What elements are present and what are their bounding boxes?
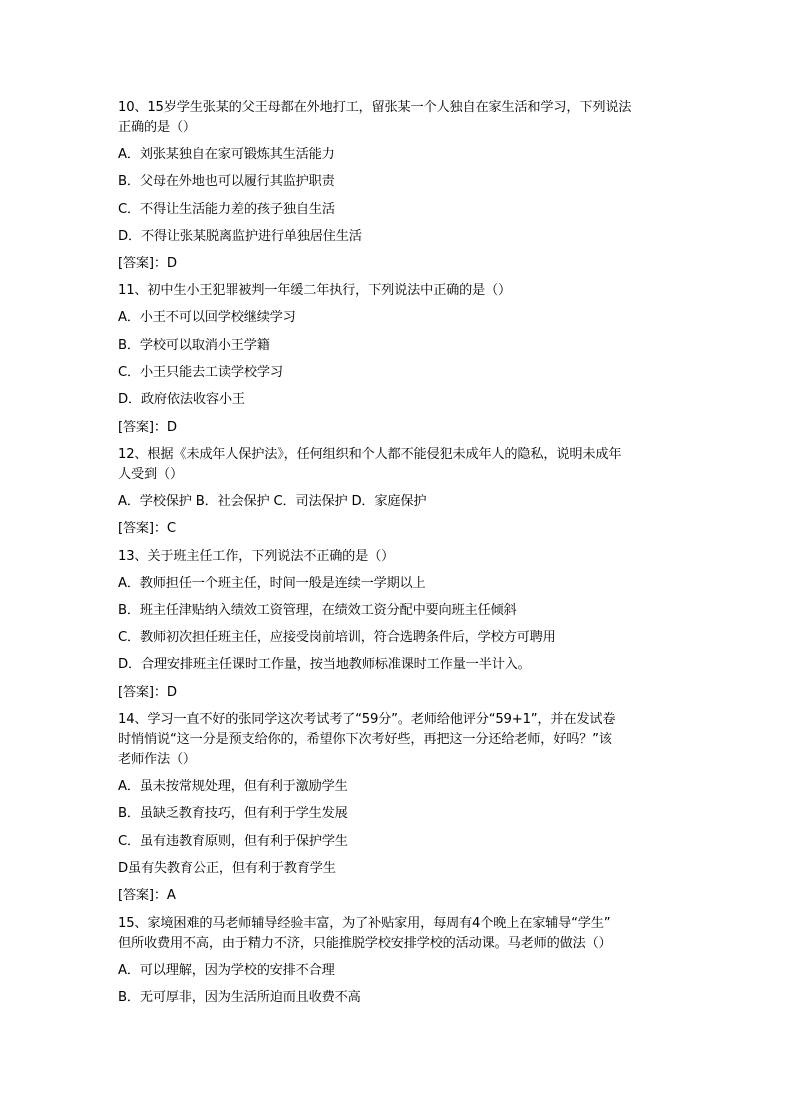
question-14 xyxy=(118,710,674,906)
question-stem-line: 人受到（） xyxy=(118,466,183,482)
answer-line: [答案]：D xyxy=(118,684,177,700)
option-a: A．刘张某独自在家可锻炼其生活能力 xyxy=(118,147,335,162)
answer-line: [答案]：D xyxy=(118,256,177,272)
question-stem xyxy=(118,547,674,567)
option-d: D．政府依法收容小王 xyxy=(118,392,245,408)
option-b: B．无可厚非，因为生活所迫而且收费不高 xyxy=(118,989,361,1005)
option-d: D．合理安排班主任课时工作量，按当地教师标准课时工作量一半计入。 xyxy=(118,657,531,673)
question-stem xyxy=(118,445,674,485)
option-c: C．虽有违教育原则，但有利于保护学生 xyxy=(118,833,348,849)
question-stem-line: 11、初中生小王犯罪被判一年缓二年执行，下列说法中正确的是（） xyxy=(118,283,512,299)
question-10 xyxy=(118,98,674,274)
question-stem xyxy=(118,281,674,301)
option-b: B．虽缺乏教育技巧，但有利于学生发展 xyxy=(118,806,348,822)
document-content xyxy=(118,98,674,1015)
option-b: B．父母在外地也可以履行其监护职责 xyxy=(118,174,335,190)
question-stem-line: 12、根据《未成年人保护法》，任何组织和个人都不能侵犯未成年人的隐私，说明未成年 xyxy=(118,446,622,462)
question-13 xyxy=(118,547,674,703)
question-11 xyxy=(118,281,674,437)
question-stem-line: 14、学习一直不好的张同学这次考试考了“59分”。老师给他评分“59+1”，并在发试卷 xyxy=(118,712,616,728)
option-c: C．教师初次担任班主任，应接受岗前培训，符合选聘条件后，学校方可聘用 xyxy=(118,630,556,646)
question-stem xyxy=(118,914,674,954)
question-stem-line: 13、关于班主任工作，下列说法不正确的是（） xyxy=(118,548,395,564)
option-a: A．小王不可以回学校继续学习 xyxy=(118,310,296,326)
question-stem xyxy=(118,98,674,138)
option-c: C．不得让生活能力差的孩子独自生活 xyxy=(118,201,335,217)
question-stem-line: 时悄悄说“这一分是预支给你的，希望你下次考好些，再把这一分还给老师，好吗？”该 xyxy=(118,732,612,748)
option-b: B．班主任津贴纳入绩效工资管理，在绩效工资分配中要向班主任倾斜 xyxy=(118,602,517,618)
option-a: A．教师担任一个班主任，时间一般是连续一学期以上 xyxy=(118,575,426,591)
question-stem-line: 15、家境困难的马老师辅导经验丰富，为了补贴家用，每周有4个晚上在家辅导“学生” xyxy=(118,915,611,931)
answer-line: [答案]：C xyxy=(118,521,176,537)
option-a: A．虽未按常规处理，但有利于激励学生 xyxy=(118,779,348,795)
question-stem-line: 老师作法（） xyxy=(118,752,196,768)
question-stem-line: 但所收费用不高，由于精力不济，只能推脱学校安排学校的活动课。马老师的做法（） xyxy=(118,935,612,951)
question-stem xyxy=(118,710,674,770)
options-inline: A．学校保护 B．社会保护 C．司法保护 D．家庭保护 xyxy=(118,493,427,509)
question-stem-line: 10、15岁学生张某的父王母都在外地打工，留张某一个人独自在家生活和学习，下列说法 xyxy=(118,100,632,115)
option-b: B．学校可以取消小王学籍 xyxy=(118,337,270,353)
option-d: D．不得让张某脱离监护进行单独居住生活 xyxy=(118,228,362,244)
answer-line: [答案]：D xyxy=(118,419,177,435)
option-d: D虽有失教育公正，但有利于教育学生 xyxy=(118,860,336,876)
question-12 xyxy=(118,445,674,539)
question-stem-line: 正确的是（） xyxy=(118,120,196,135)
question-15 xyxy=(118,914,674,1008)
answer-line: [答案]：A xyxy=(118,888,176,904)
option-a: A．可以理解，因为学校的安排不合理 xyxy=(118,962,335,978)
option-c: C．小王只能去工读学校学习 xyxy=(118,365,283,381)
